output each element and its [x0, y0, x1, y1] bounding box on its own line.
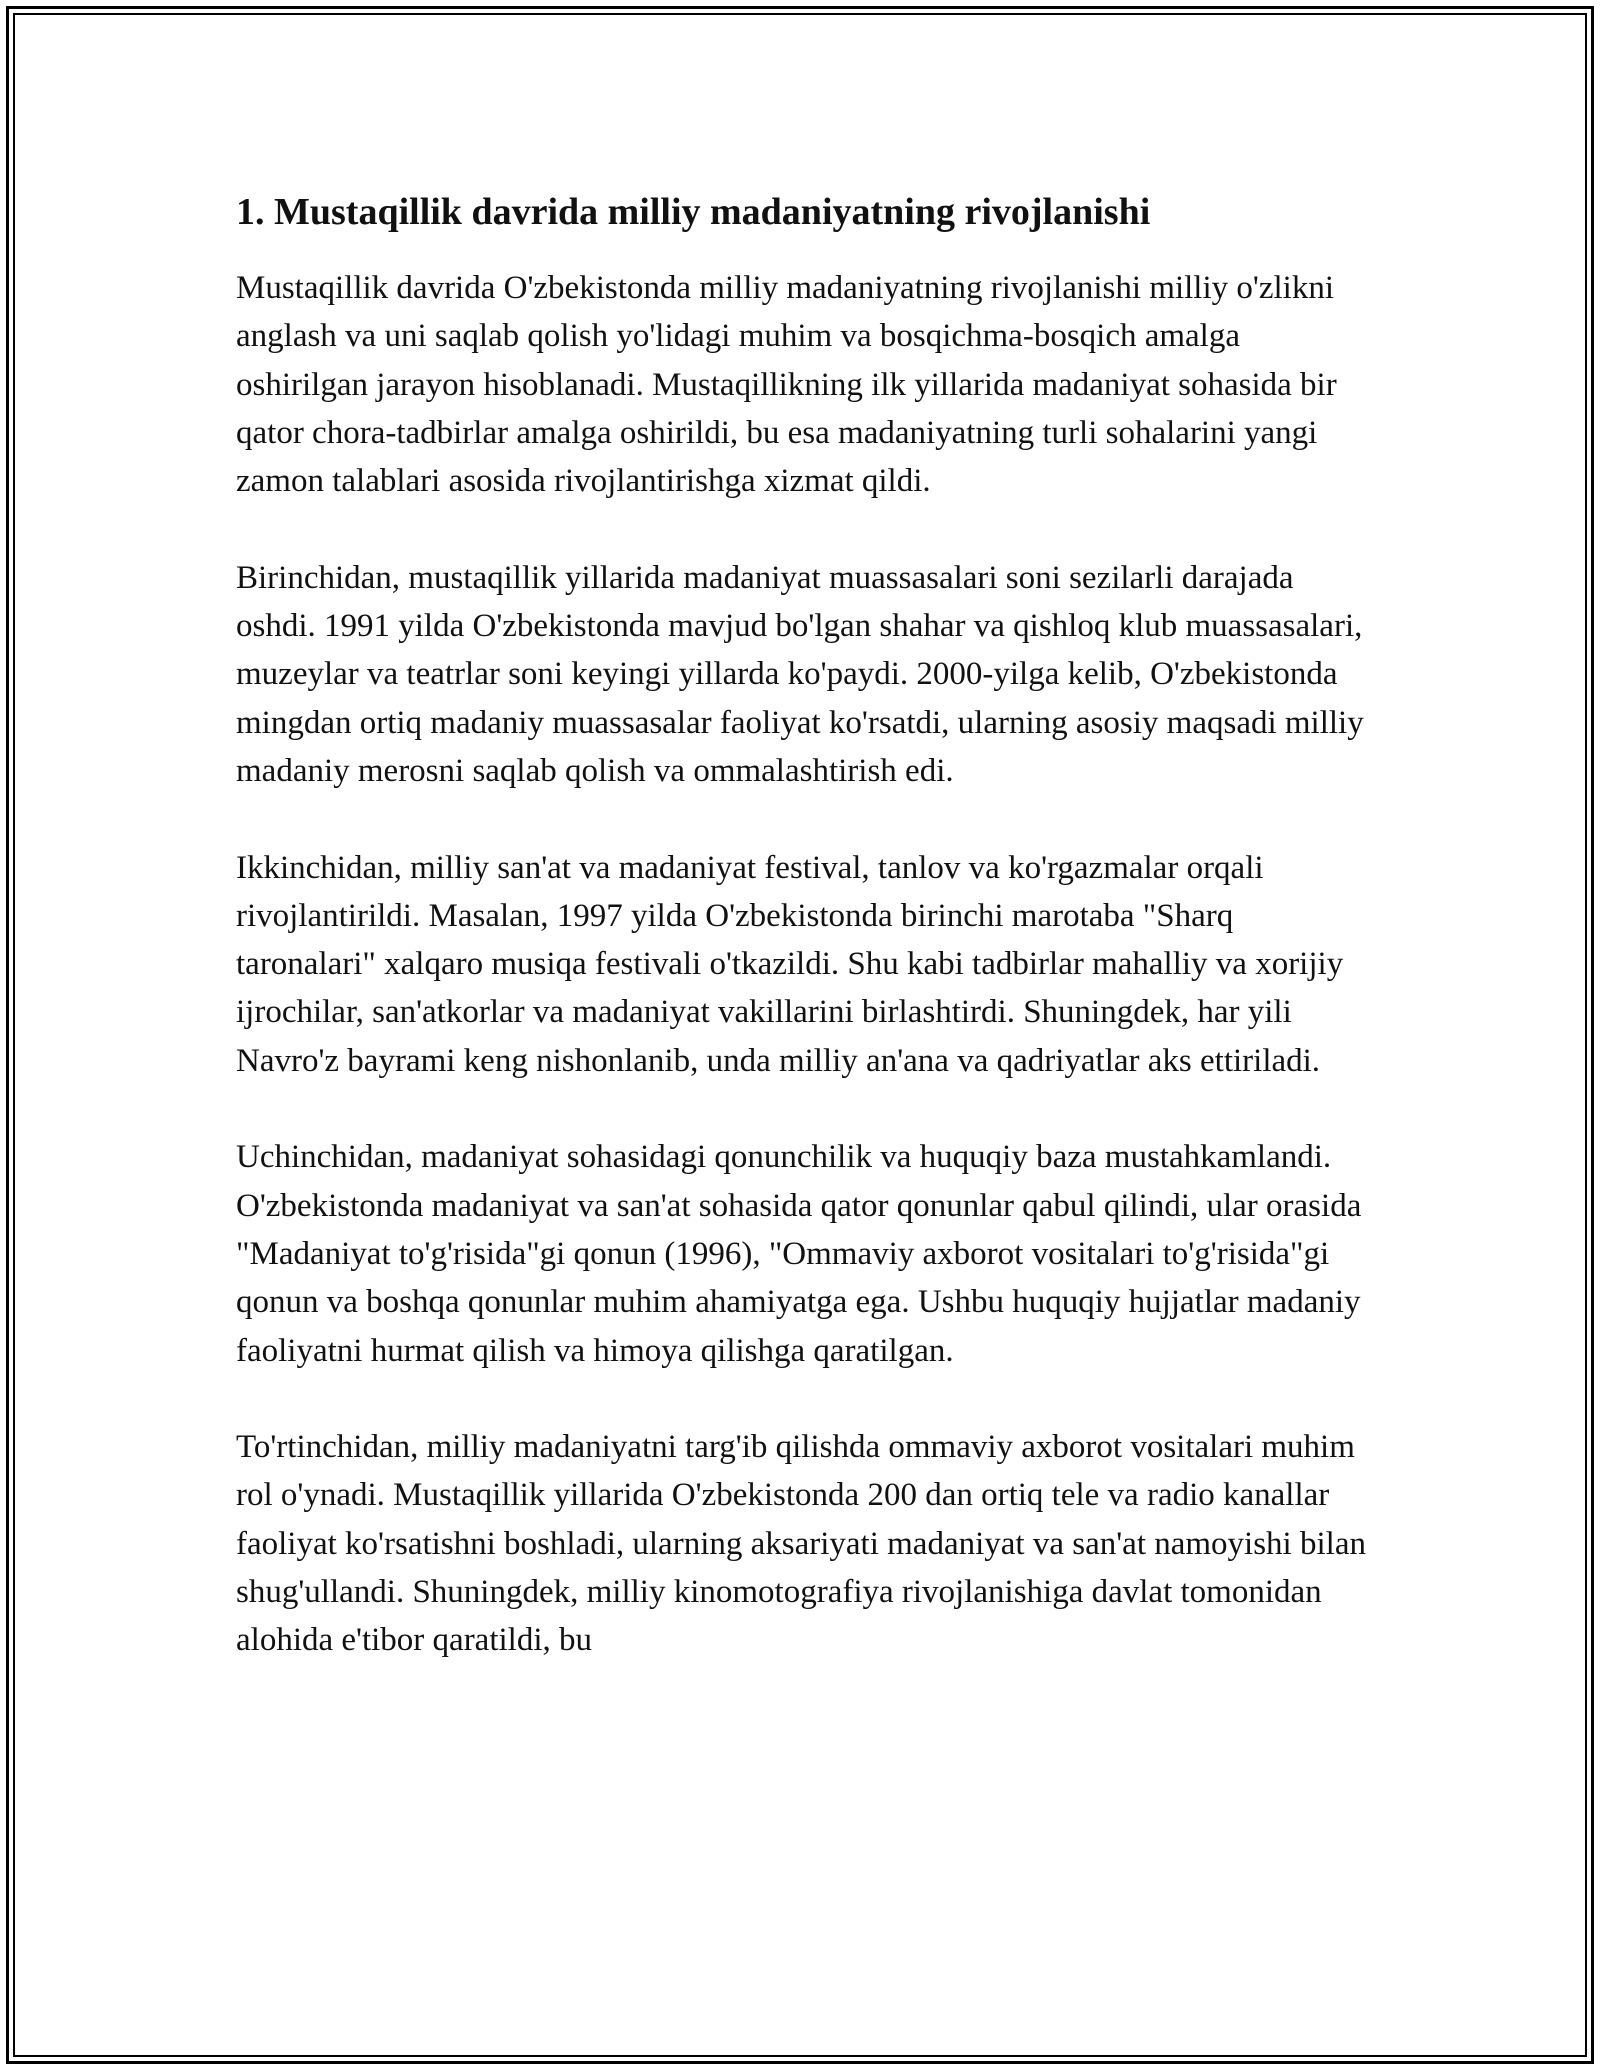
paragraph-third: Uchinchidan, madaniyat sohasidagi qonunchilik va huquqiy baza mustahkamlandi. O'zbekistonda madaniyat va san'at sohasida qator qonunlar qabul qilindi, ular orasida "Madaniyat to'g'risida"gi qonun (1996), "Ommaviy axborot vositalari to'g'risida"gi qonun va boshqa qonunlar muhim ahamiyatga ega. Ushbu huquqiy hujjatlar madaniy faoliyatni hurmat qilish va himoya qilishga qaratilgan.: [236, 1139, 1362, 1369]
paragraph-first: Birinchidan, mustaqillik yillarida madaniyat muassasalari soni sezilarli darajada oshdi. 1991 yilda O'zbekistonda mavjud bo'lgan shahar va qishloq klub muassasalari, muzeylar va teatrlar soni keyingi yillarda ko'paydi. 2000-yilga kelib, O'zbekistonda mingdan ortiq madaniy muassasalar faoliyat ko'rsatdi, ularning asosiy maqsadi milliy madaniy merosni saqlab qolish va ommalashtirish edi.: [236, 559, 1364, 789]
paragraph-second: Ikkinchidan, milliy san'at va madaniyat festival, tanlov va ko'rgazmalar orqali rivojlantirildi. Masalan, 1997 yilda O'zbekistonda birinchi marotaba "Sharq taronalari" xalqaro musiqa festivali o'tkazildi. Shu kabi tadbirlar mahalliy va xorijiy ijrochilar, san'atkorlar va madaniyat vakillarini birlashtirdi. Shuningdek, har yili Navro'z bayrami keng nishonlanib, unda milliy an'ana va qadriyatlar aks ettiriladi.: [236, 849, 1344, 1079]
document-body: [236, 188, 1366, 1713]
paragraph-fourth: To'rtinchidan, milliy madaniyatni targ'ib qilishda ommaviy axborot vositalari muhim rol o'ynadi. Mustaqillik yillarida O'zbekistonda 200 dan ortiq tele va radio kanallar faoliyat ko'rsatishni boshladi, ularning aksariyati madaniyat va san'at namoyishi bilan shug'ullandi. Shuningdek, milliy kinomotografiya rivojlanishiga davlat tomonidan alohida e'tibor qaratildi, bu: [236, 1429, 1366, 1659]
section-heading: 1. Mustaqillik davrida milliy madaniyatning rivojlanishi: [236, 191, 1151, 233]
paragraph-intro: Mustaqillik davrida O'zbekistonda milliy madaniyatning rivojlanishi milliy o'zlikni anglash va uni saqlab qolish yo'lidagi muhim va bosqichma-bosqich amalga oshirilgan jarayon hisoblanadi. Mustaqillikning ilk yillarida madaniyat sohasida bir qator chora-tadbirlar amalga oshirildi, bu esa madaniyatning turli sohalarini yangi zamon talablari asosida rivojlantirishga xizmat qildi.: [236, 270, 1337, 500]
